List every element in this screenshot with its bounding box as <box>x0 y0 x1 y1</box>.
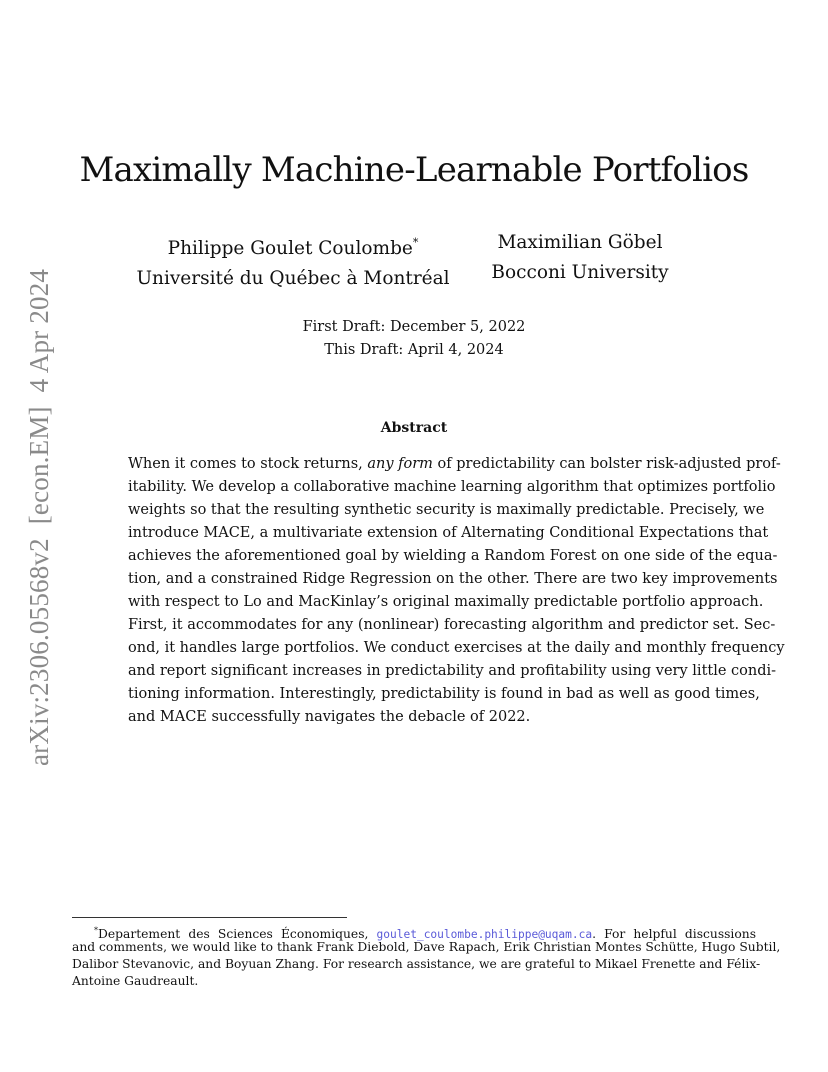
abstract-line: First, it accommodates for any (nonlinear) forecasting algorithm and predictor set. Sec- <box>128 617 776 633</box>
abstract-line: ond, it handles large portfolios. We conduct exercises at the daily and monthly frequency <box>128 640 785 656</box>
first-draft-date: First Draft: December 5, 2022 <box>302 319 526 335</box>
author-block-1 <box>128 228 458 294</box>
footnote-line <box>72 922 756 939</box>
abstract-body <box>128 453 785 729</box>
footnote-text: . For helpful discussions <box>592 927 757 941</box>
author-name <box>128 228 458 264</box>
footnote <box>72 922 781 990</box>
author-block-2 <box>470 228 690 288</box>
abstract-line: and report significant increases in predictability and profitability using very little condi- <box>128 663 777 679</box>
abstract-text: When it comes to stock returns, <box>128 456 368 472</box>
footnote-text: Departement des Sciences Économiques, <box>98 927 377 941</box>
author-affiliation: Université du Québec à Montréal <box>136 268 450 289</box>
draft-dates <box>0 316 828 362</box>
abstract-line: with respect to Lo and MacKinlay’s original maximally predictable portfolio approach. <box>128 594 764 610</box>
abstract-line: and MACE successfully navigates the debacle of 2022. <box>128 709 531 725</box>
abstract-line: achieves the aforementioned goal by wielding a Random Forest on one side of the equa- <box>128 548 778 564</box>
author-name: Maximilian Göbel <box>497 232 663 253</box>
footnote-mark: * <box>94 926 98 935</box>
paper-title: Maximally Machine-Learnable Portfolios <box>79 150 749 190</box>
footnote-mark: * <box>412 236 419 249</box>
abstract-line: tion, and a constrained Ridge Regression on the other. There are two key improvements <box>128 571 778 587</box>
footnote-line: Dalibor Stevanovic, and Boyuan Zhang. For research assistance, we are grateful to Mikael Frenette and Félix- <box>72 957 761 971</box>
abstract-line <box>128 453 781 476</box>
abstract-emphasis: any form <box>367 456 433 472</box>
abstract-line: itability. We develop a collaborative machine learning algorithm that optimizes portfolio <box>128 479 776 495</box>
author-affiliation: Bocconi University <box>491 262 669 283</box>
footnote-line: Antoine Gaudreault. <box>72 974 199 988</box>
abstract-line: weights so that the resulting synthetic security is maximally predictable. Precisely, we <box>128 502 765 518</box>
email-link[interactable]: goulet_coulombe.philippe@uqam.ca <box>376 928 593 941</box>
abstract-text: of predictability can bolster risk-adjusted prof- <box>432 456 781 472</box>
this-draft-date: This Draft: April 4, 2024 <box>324 342 504 358</box>
abstract-heading: Abstract <box>380 420 448 436</box>
author-name-text: Philippe Goulet Coulombe <box>167 238 413 259</box>
footnote-line: and comments, we would like to thank Frank Diebold, Dave Rapach, Erik Christian Montes Schütte, Hugo Subtil, <box>72 940 781 954</box>
arxiv-identifier-stamp: arXiv:2306.05568v2 [econ.EM] 4 Apr 2024 <box>24 268 54 766</box>
abstract-line: introduce MACE, a multivariate extension of Alternating Conditional Expectations that <box>128 525 769 541</box>
abstract-line: tioning information. Interestingly, predictability is found in bad as well as good times, <box>128 686 760 702</box>
footnote-divider <box>72 917 347 918</box>
